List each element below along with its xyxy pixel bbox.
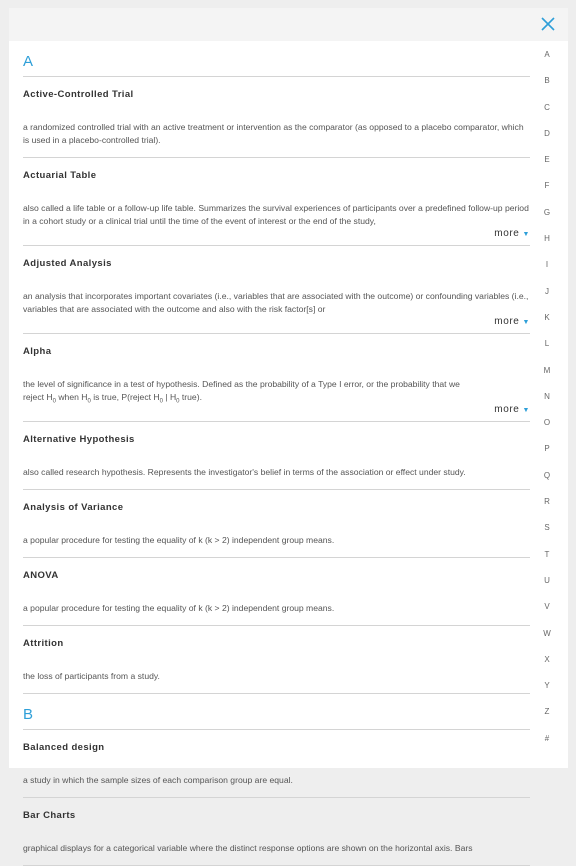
index-letter-j[interactable]: J: [545, 286, 549, 296]
close-button[interactable]: [539, 15, 557, 33]
term-definition: graphical displays for a categorical variable where the distinct response options are shown on the horizontal axis. Bars: [23, 843, 473, 853]
index-letter-x[interactable]: X: [544, 654, 550, 664]
term-definition: the level of significance in a test of hypothesis. Defined as the probability of a Type I error, or the probability that we reject $H_0$ when $H_0$ is true, P(reject $H_0$ | $H_0$ true).: [23, 379, 460, 405]
glossary-entry[interactable]: [23, 798, 530, 866]
term-definition: an analysis that incorporates important covariates (i.e., variables that are associated with the outcome) or confounding variables (i.e., variables that are associated with the outcome and also with the risk factor[s] or: [23, 291, 529, 314]
index-letter-l[interactable]: L: [544, 339, 550, 349]
index-letter-w[interactable]: W: [543, 628, 551, 638]
term-definition: a popular procedure for testing the equality of k (k > 2) independent group means.: [23, 535, 335, 545]
index-letter-c[interactable]: C: [544, 102, 550, 112]
index-letter-n[interactable]: N: [544, 391, 550, 401]
index-letter-p[interactable]: P: [544, 444, 550, 454]
glossary-entry[interactable]: [23, 246, 530, 334]
index-letter-t[interactable]: T: [544, 549, 550, 559]
glossary-list: [23, 41, 530, 866]
more-toggle[interactable]: [23, 228, 530, 245]
glossary-entry[interactable]: [23, 558, 530, 626]
top-bar: [9, 8, 568, 41]
index-letter-u[interactable]: U: [544, 575, 550, 585]
index-letter-e[interactable]: E: [544, 155, 550, 165]
index-letter-h[interactable]: H: [544, 234, 550, 244]
glossary-entry[interactable]: [23, 490, 530, 558]
index-letter-m[interactable]: M: [543, 365, 551, 375]
more-label: more: [494, 228, 520, 239]
glossary-entry[interactable]: [23, 730, 530, 798]
more-toggle[interactable]: [23, 316, 530, 333]
glossary-entry[interactable]: [23, 77, 530, 158]
section-header-a: A: [23, 41, 530, 77]
index-letter-o[interactable]: O: [543, 418, 551, 428]
close-icon: [539, 15, 557, 33]
term-title: ANOVA: [23, 570, 59, 581]
index-letter-a[interactable]: A: [544, 50, 550, 59]
glossary-entry[interactable]: [23, 422, 530, 490]
index-letter-f[interactable]: F: [544, 181, 550, 191]
alphabet-index: [537, 48, 557, 758]
index-letter-d[interactable]: D: [544, 128, 550, 138]
index-letter-r[interactable]: R: [544, 497, 550, 507]
more-label: more: [494, 404, 520, 415]
term-title: Bar Charts: [23, 810, 76, 821]
term-definition: also called a life table or a follow-up life table. Summarizes the survival experiences of participants over a predefined follow-up period in a cohort study or a clinical trial until the time of the event of interest or the end of the study,: [23, 203, 529, 226]
triangle-down-icon: ▼: [522, 407, 530, 414]
term-definition: also called research hypothesis. Represents the investigator's belief in terms of the association or effect under study.: [23, 467, 466, 477]
index-letter-i[interactable]: I: [545, 260, 549, 270]
index-letter-q[interactable]: Q: [543, 470, 551, 480]
term-definition: the loss of participants from a study.: [23, 671, 160, 681]
glossary-panel: [9, 8, 568, 853]
triangle-down-icon: ▼: [522, 319, 530, 326]
index-letter-g[interactable]: G: [543, 207, 551, 217]
index-letter-v[interactable]: V: [544, 602, 550, 612]
term-title: Actuarial Table: [23, 170, 97, 181]
index-letter-z[interactable]: Z: [544, 707, 550, 717]
index-letter-hash[interactable]: #: [544, 733, 550, 743]
glossary-entry[interactable]: [23, 158, 530, 246]
term-title: Active-Controlled Trial: [23, 89, 134, 100]
term-title: Adjusted Analysis: [23, 258, 112, 269]
index-letter-s[interactable]: S: [544, 523, 550, 533]
index-letter-k[interactable]: K: [544, 312, 550, 322]
term-definition: a popular procedure for testing the equality of k (k > 2) independent group means.: [23, 603, 335, 613]
more-label: more: [494, 316, 520, 327]
glossary-entry[interactable]: [23, 626, 530, 694]
term-title: Analysis of Variance: [23, 502, 124, 513]
index-letter-b[interactable]: B: [544, 76, 550, 86]
term-title: Attrition: [23, 638, 64, 649]
triangle-down-icon: ▼: [522, 231, 530, 238]
term-title: Balanced design: [23, 742, 105, 753]
term-title: Alternative Hypothesis: [23, 434, 135, 445]
glossary-entry[interactable]: [23, 334, 530, 422]
term-definition: a study in which the sample sizes of each comparison group are equal.: [23, 775, 293, 785]
term-definition: a randomized controlled trial with an active treatment or intervention as the comparator (as opposed to a placebo comparator, which is used in a placebo-controlled trial).: [23, 122, 524, 145]
index-letter-y[interactable]: Y: [544, 681, 550, 691]
section-header-b: B: [23, 694, 530, 730]
term-title: Alpha: [23, 346, 52, 357]
